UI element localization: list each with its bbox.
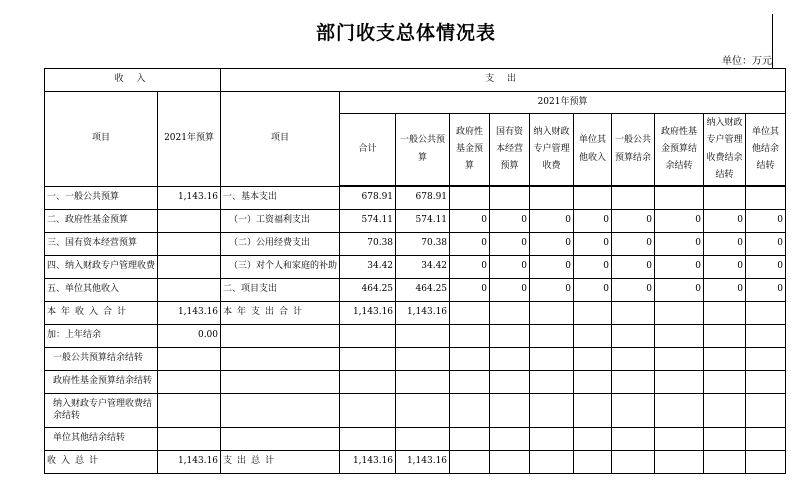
expense-total: 574.11 — [340, 210, 396, 233]
expense-value — [530, 187, 574, 210]
expense-value — [574, 348, 612, 371]
expense-value — [490, 187, 530, 210]
income-item: 本年收入合计 — [45, 302, 158, 325]
expense-value — [450, 325, 490, 348]
income-item: 收入总计 — [45, 451, 158, 474]
expense-value — [450, 371, 490, 394]
expense-value — [704, 451, 746, 474]
expense-general-budget — [396, 371, 450, 394]
expense-value — [574, 451, 612, 474]
income-item: 单位其他结余结转 — [45, 428, 158, 451]
expense-value: 0 — [746, 279, 786, 302]
expense-value: 0 — [450, 279, 490, 302]
income-item: 纳入财政专户管理收费结余结转 — [45, 394, 158, 428]
income-amount — [158, 428, 221, 451]
expense-value: 0 — [746, 233, 786, 256]
expense-total — [340, 348, 396, 371]
table-row — [45, 187, 786, 210]
expense-value — [490, 325, 530, 348]
expense-value — [574, 371, 612, 394]
income-item: 三、国有资本经营预算 — [45, 233, 158, 256]
expense-item: 二、项目支出 — [221, 279, 340, 302]
income-item: 一般公共预算结余结转 — [45, 348, 158, 371]
general-surplus-header: 一般公共预算结余 — [612, 114, 655, 186]
expense-value — [746, 187, 786, 210]
expense-value — [450, 348, 490, 371]
income-amount: 1,143.16 — [158, 302, 221, 325]
expense-value: 0 — [746, 210, 786, 233]
expense-value — [490, 348, 530, 371]
right-border-line — [772, 14, 773, 68]
income-budget-header: 2021年预算 — [158, 92, 221, 187]
expense-value — [574, 325, 612, 348]
expense-value: 0 — [612, 256, 655, 279]
table-row — [45, 428, 786, 451]
expense-value — [655, 325, 704, 348]
expense-value: 0 — [450, 210, 490, 233]
expense-value — [746, 325, 786, 348]
expense-general-budget — [396, 428, 450, 451]
expense-total — [340, 428, 396, 451]
expense-total — [340, 394, 396, 428]
expense-total: 1,143.16 — [340, 451, 396, 474]
expense-value: 0 — [612, 233, 655, 256]
unit-other-surplus-header: 单位其他结余结转 — [746, 114, 786, 186]
expense-value — [574, 394, 612, 428]
expense-value — [746, 428, 786, 451]
expense-value: 0 — [704, 210, 746, 233]
expense-value: 0 — [746, 256, 786, 279]
expense-value — [530, 348, 574, 371]
expense-value: 0 — [574, 233, 612, 256]
expense-value — [490, 371, 530, 394]
expense-item — [221, 348, 340, 371]
expense-value — [655, 451, 704, 474]
expense-general-budget: 1,143.16 — [396, 302, 450, 325]
expense-value: 0 — [490, 256, 530, 279]
income-item: 加：上年结余 — [45, 325, 158, 348]
budget-table — [44, 68, 786, 474]
expense-value: 0 — [530, 233, 574, 256]
expense-value: 0 — [530, 210, 574, 233]
expense-general-budget: 34.42 — [396, 256, 450, 279]
expense-value — [530, 302, 574, 325]
expense-value — [655, 187, 704, 210]
expense-value — [612, 302, 655, 325]
expense-value — [655, 394, 704, 428]
income-item: 一、一般公共预算 — [45, 187, 158, 210]
expense-general-budget — [396, 394, 450, 428]
expense-general-budget: 70.38 — [396, 233, 450, 256]
expense-value — [612, 371, 655, 394]
unit-label: 单位：万元 — [722, 56, 772, 67]
expense-value: 0 — [704, 279, 746, 302]
expense-total: 34.42 — [340, 256, 396, 279]
expense-value — [490, 302, 530, 325]
expense-item: 一、基本支出 — [221, 187, 340, 210]
expense-total — [340, 325, 396, 348]
expense-item: 支出总计 — [221, 451, 340, 474]
expense-value: 0 — [490, 233, 530, 256]
expense-value: 0 — [612, 279, 655, 302]
expense-value — [612, 394, 655, 428]
table-row — [45, 256, 786, 279]
expense-value — [746, 348, 786, 371]
income-item: 五、单位其他收入 — [45, 279, 158, 302]
expense-general-budget: 678.91 — [396, 187, 450, 210]
table-row — [45, 394, 786, 428]
expense-value — [655, 302, 704, 325]
expense-general-budget — [396, 348, 450, 371]
expense-value — [704, 187, 746, 210]
income-item: 政府性基金预算结余结转 — [45, 371, 158, 394]
expense-value — [530, 394, 574, 428]
expense-value — [704, 428, 746, 451]
expense-value: 0 — [612, 210, 655, 233]
expense-value — [704, 394, 746, 428]
expense-item: 本年支出合计 — [221, 302, 340, 325]
income-amount — [158, 371, 221, 394]
income-item: 二、政府性基金预算 — [45, 210, 158, 233]
expense-item-header: 项目 — [221, 92, 340, 187]
unit-other-header: 单位其他收入 — [574, 114, 612, 186]
income-header: 收 入 — [45, 69, 221, 92]
table-row — [45, 348, 786, 371]
table-row — [45, 279, 786, 302]
state-capital-header: 国有资本经营预算 — [490, 114, 530, 186]
table-row — [45, 451, 786, 474]
expense-value — [612, 428, 655, 451]
expense-value — [655, 371, 704, 394]
expense-value — [450, 451, 490, 474]
expense-general-budget: 464.25 — [396, 279, 450, 302]
expense-header: 支 出 — [221, 69, 786, 92]
budget-year-header: 2021年预算 — [340, 92, 786, 114]
expense-item: （一）工资福利支出 — [221, 210, 340, 233]
income-item-header: 项目 — [45, 92, 158, 187]
expense-value: 0 — [655, 233, 704, 256]
expense-item — [221, 325, 340, 348]
general-budget-header: 一般公共预算 — [396, 114, 450, 186]
income-amount — [158, 233, 221, 256]
expense-value: 0 — [574, 256, 612, 279]
expense-value — [490, 451, 530, 474]
expense-value: 0 — [655, 210, 704, 233]
expense-value — [530, 428, 574, 451]
expense-value — [530, 325, 574, 348]
expense-item — [221, 428, 340, 451]
expense-value — [746, 451, 786, 474]
table-row — [45, 233, 786, 256]
income-amount — [158, 210, 221, 233]
expense-value — [574, 302, 612, 325]
expense-value: 0 — [655, 279, 704, 302]
expense-value — [704, 348, 746, 371]
expense-value — [574, 187, 612, 210]
expense-value: 0 — [704, 256, 746, 279]
expense-value — [704, 371, 746, 394]
expense-item — [221, 394, 340, 428]
expense-value — [612, 348, 655, 371]
total-header: 合计 — [340, 114, 396, 186]
table-row — [45, 371, 786, 394]
expense-total: 1,143.16 — [340, 302, 396, 325]
expense-total: 464.25 — [340, 279, 396, 302]
expense-general-budget — [396, 325, 450, 348]
expense-general-budget: 1,143.16 — [396, 451, 450, 474]
expense-value — [655, 428, 704, 451]
expense-total: 70.38 — [340, 233, 396, 256]
expense-item: （三）对个人和家庭的补助 — [221, 256, 340, 279]
expense-value: 0 — [450, 233, 490, 256]
expense-total — [340, 371, 396, 394]
expense-value — [530, 451, 574, 474]
table-row — [45, 210, 786, 233]
income-amount: 0.00 — [158, 325, 221, 348]
page-title: 部门收支总体情况表 — [315, 22, 496, 44]
expense-total: 678.91 — [340, 187, 396, 210]
income-amount — [158, 394, 221, 428]
expense-item — [221, 371, 340, 394]
gov-fund-header: 政府性基金预算 — [450, 114, 490, 186]
expense-value — [450, 302, 490, 325]
expense-value — [450, 187, 490, 210]
gov-fund-surplus-header: 政府性基金预算结余结转 — [655, 114, 704, 186]
expense-value — [450, 394, 490, 428]
expense-value — [746, 371, 786, 394]
expense-value: 0 — [530, 256, 574, 279]
income-amount — [158, 348, 221, 371]
expense-value — [746, 394, 786, 428]
income-amount — [158, 279, 221, 302]
expense-value — [490, 428, 530, 451]
special-surplus-header: 纳入财政专户管理收费结余结转 — [704, 114, 746, 186]
income-amount — [158, 256, 221, 279]
expense-item: （二）公用经费支出 — [221, 233, 340, 256]
expense-value — [612, 451, 655, 474]
expense-value — [490, 394, 530, 428]
expense-value: 0 — [655, 256, 704, 279]
expense-value — [704, 325, 746, 348]
expense-value — [612, 187, 655, 210]
table-row — [45, 325, 786, 348]
expense-value: 0 — [574, 279, 612, 302]
expense-value: 0 — [490, 279, 530, 302]
expense-value — [450, 428, 490, 451]
expense-value — [655, 348, 704, 371]
expense-value — [530, 371, 574, 394]
special-fiscal-header: 纳入财政专户管理收费 — [530, 114, 574, 186]
income-amount: 1,143.16 — [158, 451, 221, 474]
expense-value — [612, 325, 655, 348]
income-item: 四、纳入财政专户管理收费 — [45, 256, 158, 279]
expense-value — [574, 428, 612, 451]
expense-value: 0 — [450, 256, 490, 279]
expense-value: 0 — [574, 210, 612, 233]
expense-value: 0 — [490, 210, 530, 233]
expense-value: 0 — [704, 233, 746, 256]
expense-value — [746, 302, 786, 325]
expense-value: 0 — [530, 279, 574, 302]
income-amount: 1,143.16 — [158, 187, 221, 210]
expense-general-budget: 574.11 — [396, 210, 450, 233]
expense-value — [704, 302, 746, 325]
table-row — [45, 302, 786, 325]
